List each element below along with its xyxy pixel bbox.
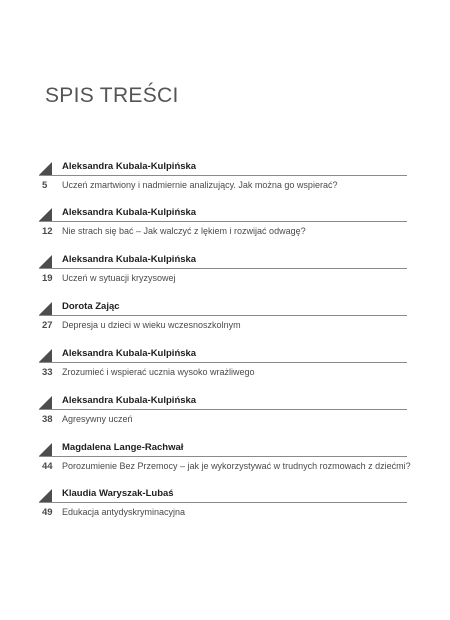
toc-entry (39, 347, 407, 383)
toc-page-number: 49 (42, 507, 53, 518)
toc-author: Magdalena Lange-Rachwał (62, 442, 184, 453)
triangle-marker-icon (39, 396, 52, 409)
toc-entry (39, 394, 407, 430)
toc-page-number: 38 (42, 414, 53, 425)
triangle-marker-icon (39, 443, 52, 456)
toc-author: Aleksandra Kubala-Kulpińska (62, 254, 197, 265)
toc-entry (39, 253, 407, 289)
toc-entry-header (39, 206, 407, 222)
toc-entry-header (39, 160, 407, 176)
toc-entry-header (39, 487, 407, 503)
toc-author: Aleksandra Kubala-Kulpińska (62, 161, 197, 172)
toc-entry-title: Depresja u dzieci w wieku wczesnoszkolnym (62, 320, 241, 330)
toc-entry-line[interactable] (39, 176, 407, 194)
triangle-marker-icon (39, 255, 52, 268)
toc-entry-title: Nie strach się bać – Jak walczyć z lękiem i rozwijać odwagę? (62, 226, 306, 236)
toc-entry (39, 487, 407, 523)
toc-entry-title: Edukacja antydyskryminacyjna (62, 507, 186, 517)
toc-entry-header (39, 394, 407, 410)
toc-entry (39, 160, 407, 196)
toc-entry-header (39, 300, 407, 316)
toc-page-number: 44 (42, 461, 53, 472)
toc-entry (39, 300, 407, 336)
triangle-marker-icon (39, 349, 52, 362)
toc-page-number: 33 (42, 367, 53, 378)
toc-entry-header (39, 347, 407, 363)
toc-page-number: 19 (42, 273, 53, 284)
toc-entry-title: Uczeń zmartwiony i nadmiernie analizujący. Jak można go wspierać? (62, 180, 338, 190)
toc-entry (39, 206, 407, 242)
toc-entry-line[interactable] (39, 363, 407, 381)
toc-page-number: 12 (42, 226, 53, 237)
toc-entry-title: Porozumienie Bez Przemocy – jak je wykorzystywać w trudnych rozmowach z dziećmi? (62, 461, 411, 471)
toc-entry-header (39, 441, 407, 457)
toc-entry-line[interactable] (39, 410, 407, 428)
toc-entry-title: Uczeń w sytuacji kryzysowej (62, 273, 176, 283)
triangle-marker-icon (39, 208, 52, 221)
triangle-marker-icon (39, 489, 52, 502)
toc-entry-line[interactable] (39, 222, 407, 240)
triangle-marker-icon (39, 162, 52, 175)
toc-author: Dorota Zając (62, 301, 120, 312)
toc-page-number: 27 (42, 320, 53, 331)
toc-page-number: 5 (42, 180, 48, 191)
toc-entry-line[interactable] (39, 457, 411, 475)
toc-author: Aleksandra Kubala-Kulpińska (62, 348, 197, 359)
toc-entry-title: Zrozumieć i wspierać ucznia wysoko wrażliwego (62, 367, 255, 377)
toc-author: Aleksandra Kubala-Kulpińska (62, 395, 197, 406)
toc-entry (39, 441, 411, 477)
toc-entry-line[interactable] (39, 316, 407, 334)
toc-author: Klaudia Waryszak-Lubaś (62, 488, 174, 499)
toc-entry-title: Agresywny uczeń (62, 414, 133, 424)
toc-entry-line[interactable] (39, 269, 407, 287)
toc-author: Aleksandra Kubala-Kulpińska (62, 207, 197, 218)
toc-title: SPIS TREŚCI (45, 84, 179, 107)
toc-entry-line[interactable] (39, 503, 407, 521)
toc-entry-header (39, 253, 407, 269)
triangle-marker-icon (39, 302, 52, 315)
